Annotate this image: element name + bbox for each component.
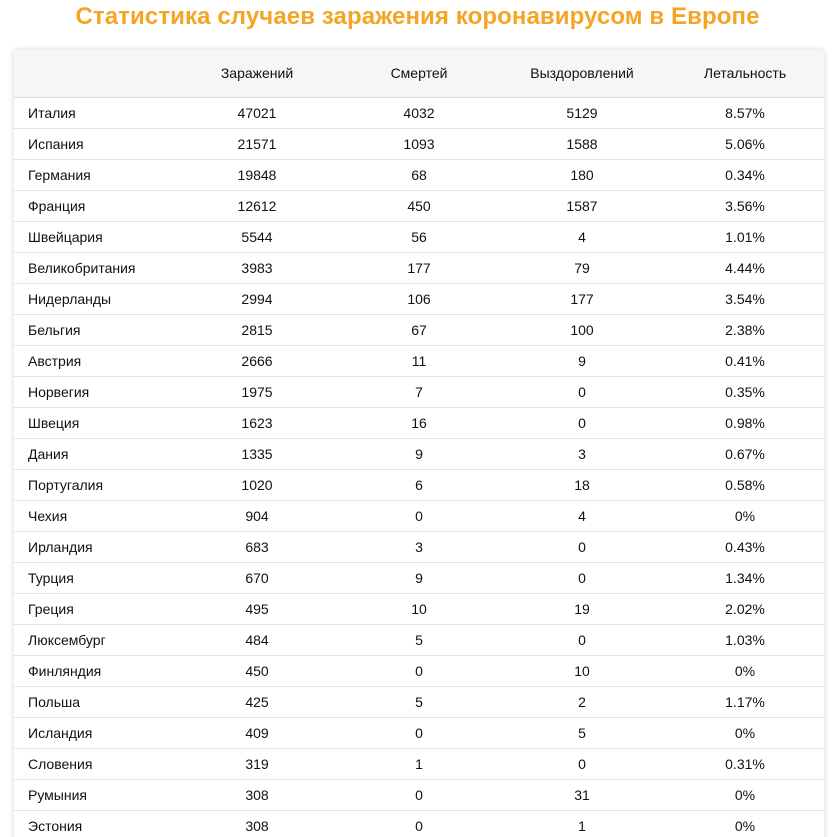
cell-country: Исландия [14,717,174,748]
cell-recovered: 79 [498,252,666,283]
cell-country: Германия [14,159,174,190]
cell-country: Чехия [14,500,174,531]
header-row [14,50,824,97]
cell-lethality: 3.54% [666,283,824,314]
table-row [14,748,824,779]
cell-country: Испания [14,128,174,159]
cell-deaths: 56 [340,221,498,252]
table-row [14,810,824,837]
cell-deaths: 6 [340,469,498,500]
cell-deaths: 0 [340,655,498,686]
cell-deaths: 9 [340,562,498,593]
cell-recovered: 5 [498,717,666,748]
cell-lethality: 0.58% [666,469,824,500]
header-recovered: Выздоровлений [498,50,666,97]
cell-deaths: 0 [340,779,498,810]
cell-deaths: 7 [340,376,498,407]
cell-recovered: 9 [498,345,666,376]
table-row [14,655,824,686]
header-lethality: Летальность [666,50,824,97]
cell-country: Великобритания [14,252,174,283]
cell-recovered: 2 [498,686,666,717]
cell-infected: 319 [174,748,340,779]
cell-country: Швеция [14,407,174,438]
cell-country: Турция [14,562,174,593]
cell-country: Бельгия [14,314,174,345]
cell-recovered: 1588 [498,128,666,159]
table-row [14,717,824,748]
cell-lethality: 2.38% [666,314,824,345]
table-row [14,500,824,531]
cell-deaths: 0 [340,717,498,748]
table-row [14,128,824,159]
cell-recovered: 5129 [498,97,666,128]
cell-country: Дания [14,438,174,469]
cell-infected: 670 [174,562,340,593]
cell-infected: 495 [174,593,340,624]
cell-infected: 21571 [174,128,340,159]
cell-lethality: 0.43% [666,531,824,562]
cell-deaths: 177 [340,252,498,283]
cell-deaths: 16 [340,407,498,438]
cell-deaths: 67 [340,314,498,345]
cell-country: Ирландия [14,531,174,562]
cell-deaths: 450 [340,190,498,221]
cell-lethality: 0% [666,810,824,837]
cell-lethality: 0% [666,779,824,810]
cell-recovered: 0 [498,531,666,562]
cell-deaths: 9 [340,438,498,469]
cell-recovered: 0 [498,407,666,438]
cell-country: Италия [14,97,174,128]
stats-table [14,50,824,837]
cell-lethality: 0% [666,500,824,531]
table-body [14,97,824,837]
table-row [14,376,824,407]
cell-recovered: 18 [498,469,666,500]
table-row [14,686,824,717]
cell-country: Финляндия [14,655,174,686]
cell-infected: 2815 [174,314,340,345]
cell-infected: 19848 [174,159,340,190]
cell-recovered: 0 [498,376,666,407]
page-title: Статистика случаев заражения коронавирусом в Европе [75,3,760,30]
cell-recovered: 4 [498,500,666,531]
cell-country: Польша [14,686,174,717]
cell-lethality: 3.56% [666,190,824,221]
cell-lethality: 8.57% [666,97,824,128]
cell-lethality: 0.67% [666,438,824,469]
cell-deaths: 106 [340,283,498,314]
cell-recovered: 180 [498,159,666,190]
cell-recovered: 0 [498,748,666,779]
cell-infected: 1335 [174,438,340,469]
header-deaths: Смертей [340,50,498,97]
cell-deaths: 68 [340,159,498,190]
cell-lethality: 2.02% [666,593,824,624]
cell-country: Португалия [14,469,174,500]
cell-lethality: 0.35% [666,376,824,407]
table-row [14,221,824,252]
cell-lethality: 1.34% [666,562,824,593]
cell-deaths: 11 [340,345,498,376]
cell-lethality: 4.44% [666,252,824,283]
cell-deaths: 4032 [340,97,498,128]
cell-infected: 308 [174,779,340,810]
cell-recovered: 1 [498,810,666,837]
cell-infected: 3983 [174,252,340,283]
cell-deaths: 3 [340,531,498,562]
table-row [14,345,824,376]
cell-infected: 1975 [174,376,340,407]
cell-country: Греция [14,593,174,624]
cell-infected: 409 [174,717,340,748]
table-row [14,314,824,345]
cell-country: Норвегия [14,376,174,407]
cell-recovered: 100 [498,314,666,345]
table-row [14,531,824,562]
cell-country: Швейцария [14,221,174,252]
cell-recovered: 0 [498,562,666,593]
table-row [14,97,824,128]
cell-infected: 2994 [174,283,340,314]
cell-recovered: 0 [498,624,666,655]
cell-infected: 425 [174,686,340,717]
table-row [14,190,824,221]
cell-country: Австрия [14,345,174,376]
cell-lethality: 0.41% [666,345,824,376]
cell-deaths: 0 [340,500,498,531]
table-row [14,407,824,438]
cell-lethality: 0% [666,655,824,686]
table-row [14,159,824,190]
table-row [14,283,824,314]
cell-deaths: 1093 [340,128,498,159]
header-country [14,50,174,97]
cell-country: Люксембург [14,624,174,655]
cell-lethality: 1.03% [666,624,824,655]
cell-infected: 308 [174,810,340,837]
cell-recovered: 1587 [498,190,666,221]
cell-deaths: 10 [340,593,498,624]
cell-recovered: 3 [498,438,666,469]
stats-table-card [14,50,824,837]
table-row [14,469,824,500]
table-row [14,779,824,810]
cell-recovered: 4 [498,221,666,252]
cell-country: Нидерланды [14,283,174,314]
cell-deaths: 5 [340,624,498,655]
cell-infected: 5544 [174,221,340,252]
table-row [14,562,824,593]
cell-infected: 450 [174,655,340,686]
cell-lethality: 0.98% [666,407,824,438]
cell-deaths: 5 [340,686,498,717]
table-header [14,50,824,97]
table-row [14,252,824,283]
cell-infected: 12612 [174,190,340,221]
header-infected: Заражений [174,50,340,97]
cell-recovered: 19 [498,593,666,624]
cell-country: Румыния [14,779,174,810]
cell-lethality: 0% [666,717,824,748]
cell-lethality: 0.31% [666,748,824,779]
cell-infected: 1020 [174,469,340,500]
cell-country: Франция [14,190,174,221]
cell-lethality: 5.06% [666,128,824,159]
cell-deaths: 0 [340,810,498,837]
cell-recovered: 177 [498,283,666,314]
cell-deaths: 1 [340,748,498,779]
cell-country: Словения [14,748,174,779]
cell-infected: 47021 [174,97,340,128]
cell-recovered: 31 [498,779,666,810]
cell-lethality: 0.34% [666,159,824,190]
cell-infected: 904 [174,500,340,531]
cell-infected: 484 [174,624,340,655]
cell-infected: 2666 [174,345,340,376]
cell-lethality: 1.17% [666,686,824,717]
cell-infected: 683 [174,531,340,562]
table-row [14,624,824,655]
cell-lethality: 1.01% [666,221,824,252]
cell-infected: 1623 [174,407,340,438]
cell-recovered: 10 [498,655,666,686]
table-row [14,438,824,469]
cell-country: Эстония [14,810,174,837]
table-row [14,593,824,624]
